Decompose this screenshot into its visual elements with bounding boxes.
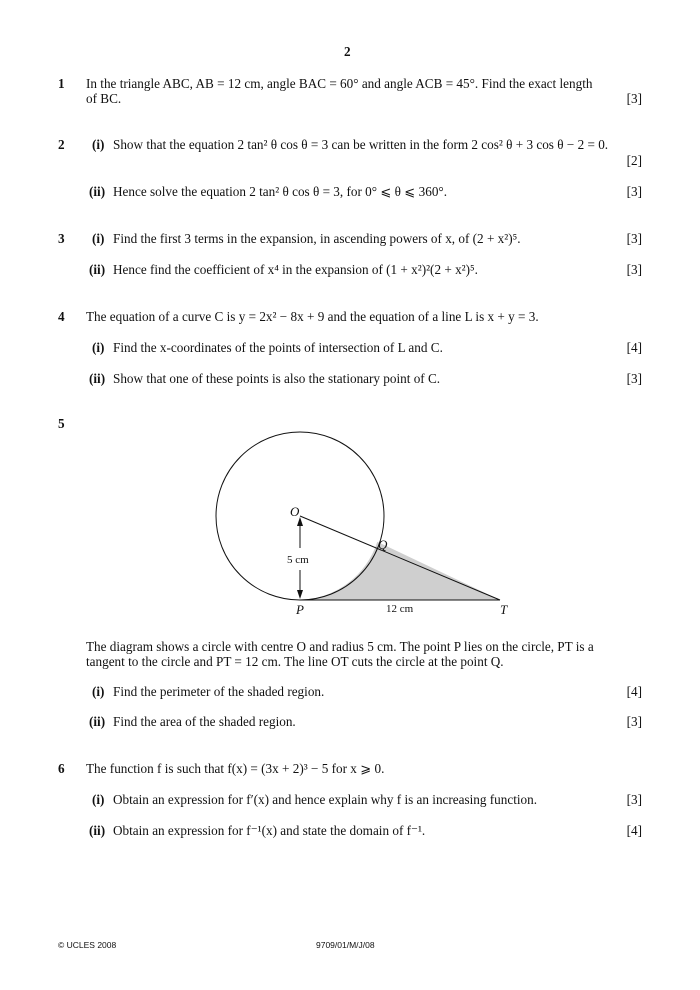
- question-text-continued: of BC.: [86, 91, 122, 106]
- tangent-length-label: 12 cm: [386, 603, 414, 615]
- radius-label: 5 cm: [287, 554, 309, 566]
- part-text: Obtain an expression for f′(x) and hence explain why f is an increasing function.: [113, 792, 538, 807]
- paper-code: 9709/01/M/J/08: [316, 940, 375, 950]
- marks: [3]: [626, 371, 642, 386]
- part-text: Hence solve the equation 2 tan² θ cos θ = 3, for 0° ⩽ θ ⩽ 360°.: [113, 184, 447, 199]
- question-number: 5: [58, 416, 65, 431]
- part-label: (ii): [89, 371, 106, 386]
- marks: [3]: [626, 714, 642, 729]
- marks: [4]: [626, 823, 642, 838]
- label-Q: Q: [378, 537, 388, 552]
- marks: [4]: [626, 684, 642, 699]
- part-text: Find the area of the shaded region.: [113, 714, 296, 729]
- part-label: (ii): [89, 823, 106, 838]
- part-label: (ii): [89, 714, 106, 729]
- marks: [2]: [626, 153, 642, 168]
- part-text: Obtain an expression for f⁻¹(x) and state the domain of f⁻¹.: [113, 823, 426, 838]
- question-text: In the triangle ABC, AB = 12 cm, angle BAC = 60° and angle ACB = 45°. Find the exact length: [86, 76, 593, 91]
- part-label: (i): [92, 137, 105, 152]
- question-intro-continued: tangent to the circle and PT = 12 cm. The line OT cuts the circle at the point Q.: [86, 654, 504, 669]
- part-text: Hence find the coefficient of x⁴ in the expansion of (1 + x²)²(2 + x²)⁵.: [113, 262, 478, 277]
- question-number: 4: [58, 309, 65, 324]
- marks: [3]: [626, 231, 642, 246]
- part-label: (i): [92, 231, 105, 246]
- question-number: 6: [58, 761, 65, 776]
- part-label: (i): [92, 792, 105, 807]
- label-O: O: [290, 504, 300, 519]
- marks: [3]: [626, 262, 642, 277]
- part-label: (ii): [89, 262, 106, 277]
- question-intro: The function f is such that f(x) = (3x + 2)³ − 5 for x ⩾ 0.: [86, 761, 385, 776]
- part-text: Find the perimeter of the shaded region.: [113, 684, 325, 699]
- label-T: T: [500, 602, 508, 617]
- page-number: 2: [344, 44, 351, 59]
- question-number: 2: [58, 137, 65, 152]
- arrow-down-icon: [297, 590, 303, 599]
- question-number: 1: [58, 76, 65, 91]
- part-text: Find the x-coordinates of the points of intersection of L and C.: [113, 340, 443, 355]
- label-P: P: [296, 602, 304, 617]
- part-text: Find the first 3 terms in the expansion, in ascending powers of x, of (2 + x²)⁵.: [113, 231, 521, 246]
- marks: [3]: [626, 792, 642, 807]
- part-label: (i): [92, 340, 105, 355]
- part-text: Show that the equation 2 tan² θ cos θ = 3 can be written in the form 2 cos² θ + 3 cos θ − 2 = 0.: [113, 137, 609, 152]
- shaded-region: [300, 542, 500, 600]
- marks: [3]: [626, 91, 642, 106]
- copyright: © UCLES 2008: [58, 940, 117, 950]
- part-label: (ii): [89, 184, 106, 199]
- question-intro: The equation of a curve C is y = 2x² − 8x + 9 and the equation of a line L is x + y = 3.: [86, 309, 539, 324]
- question-intro: The diagram shows a circle with centre O and radius 5 cm. The point P lies on the circle, PT is a: [86, 639, 594, 654]
- marks: [3]: [626, 184, 642, 199]
- marks: [4]: [626, 340, 642, 355]
- circle-tangent-diagram: [200, 425, 530, 620]
- part-text: Show that one of these points is also the stationary point of C.: [113, 371, 441, 386]
- question-number: 3: [58, 231, 65, 246]
- part-label: (i): [92, 684, 105, 699]
